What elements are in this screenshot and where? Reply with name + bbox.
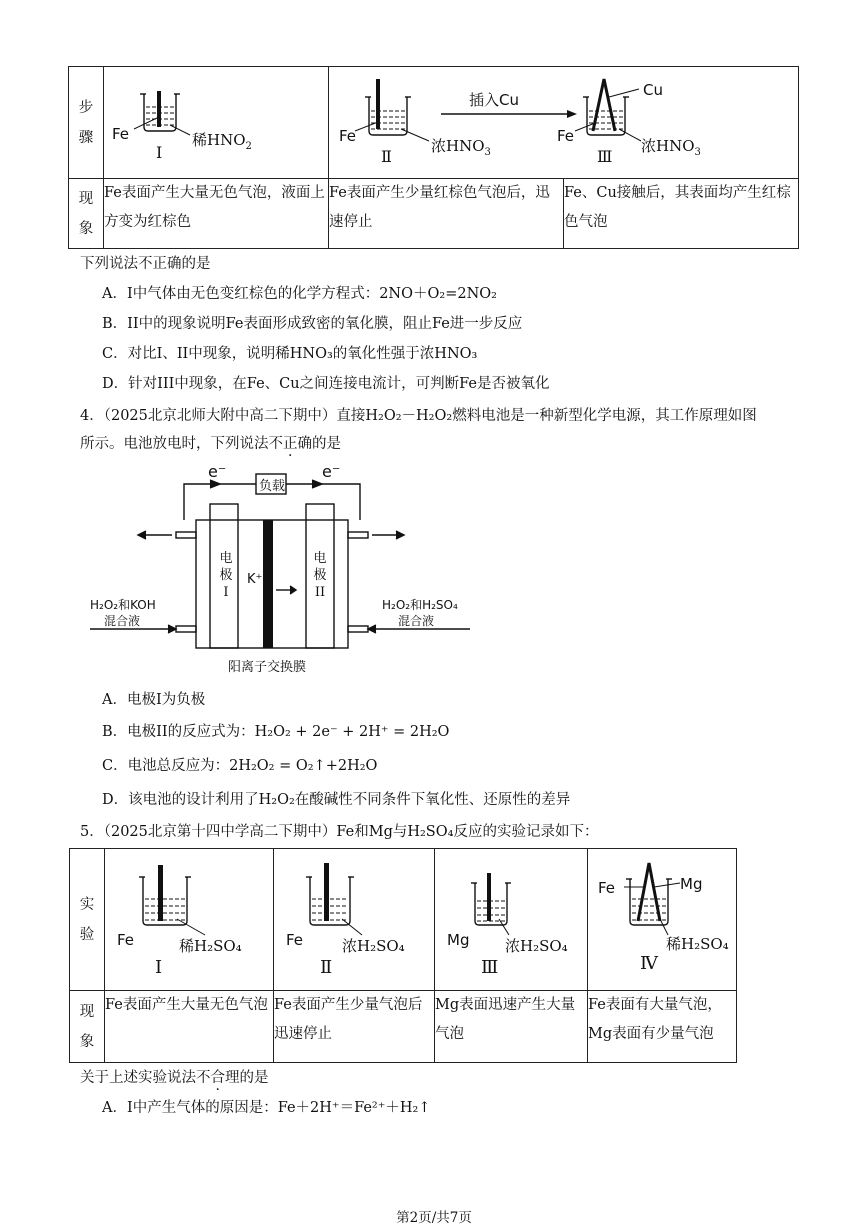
q3-s1-acid: 稀$HNO_2$ (192, 131, 252, 152)
q3-s3-num: Ⅲ (597, 147, 613, 166)
q3-s3-metal2: Cu (643, 81, 663, 99)
q5-e4-acid: 稀H₂SO₄ (666, 935, 729, 953)
q3-arrow-label: 插入Cu (469, 91, 519, 109)
q5-exp3-cell (435, 849, 588, 991)
q5-e3-metal: Mg (447, 931, 470, 949)
q3-step1-cell (104, 67, 329, 179)
q3-prompt: 下列说法不正确的是 (80, 256, 211, 272)
left-feed-label2: 混合液 (104, 614, 141, 628)
q4-stem-line1: 4．（2025北京北师大附中高二下期中）直接H₂O₂－H₂O₂燃料电池是一种新型化学电源，其工作原理如图 (80, 408, 757, 424)
q5-e4-num: Ⅳ (640, 953, 658, 974)
q3-option-b: B．II中的现象说明Fe表面形成致密的氧化膜，阻止Fe进一步反应 (102, 316, 523, 332)
q5-option-a: A．I中产生气体的原因是：Fe＋2H⁺＝Fe²⁺＋H₂↑ (102, 1100, 431, 1116)
beaker-diagram (274, 849, 434, 991)
q5-prompt: 关于上述实验说法不合理的是 (80, 1070, 269, 1086)
q5-table (69, 848, 737, 1063)
q5-obs1: Fe表面产生大量无色气泡 (105, 991, 274, 1063)
q3-obs3: Fe、Cu接触后，其表面均产生红棕色气泡 (564, 179, 799, 249)
q3-s3-acid: 浓$HNO_3$ (641, 137, 701, 158)
q3-s2-num: Ⅱ (381, 147, 392, 166)
q5-e2-acid: 浓H₂SO₄ (342, 937, 405, 955)
q4-option-d: D．该电池的设计利用了H₂O₂在酸碱性不同条件下氧化性、还原性的差异 (102, 792, 571, 808)
q3-obs2: Fe表面产生少量红棕色气泡后，迅速停止 (329, 179, 564, 249)
beaker-diagram (329, 67, 795, 179)
q3-s2-metal: Fe (339, 127, 357, 145)
membrane-label: 阳离子交换膜 (228, 660, 307, 675)
load-label: 负载 (259, 479, 286, 494)
q3-step23-cell (329, 67, 799, 179)
q5-e2-metal: Fe (286, 931, 304, 949)
ion-label: K⁺ (247, 572, 263, 587)
q5-obs3: Mg表面迅速产生大量气泡 (435, 991, 588, 1063)
right-feed-label: H₂O₂和H₂SO₄ (382, 598, 458, 612)
q4-option-c: C．电池总反应为：2H₂O₂ = O₂↑+2H₂O (102, 758, 378, 774)
q4-option-b: B．电极II的反应式为：H₂O₂ + 2e⁻ + 2H⁺ = 2H₂O (102, 724, 450, 740)
beaker-diagram (104, 67, 328, 179)
q5-e2-num: Ⅱ (320, 957, 333, 978)
q3-table (68, 66, 799, 249)
q5-e1-metal: Fe (117, 931, 135, 949)
left-feed-label: H₂O₂和KOH (90, 598, 156, 612)
q5-exp4-cell (588, 849, 737, 991)
q5-e4-metal2: Mg (680, 875, 703, 893)
q3-s1-metal: Fe (112, 125, 130, 143)
beaker-diagram (105, 849, 273, 991)
q3-s1-num: I (156, 143, 163, 162)
q3-option-d: D．针对III中现象，在Fe、Cu之间连接电流计，可判断Fe是否被氧化 (102, 376, 550, 392)
electrode1-label: 电 极 I (219, 551, 233, 600)
beaker-diagram (588, 849, 740, 991)
q3-obs-header: 现 象 (69, 179, 104, 249)
electron-right: e⁻ (322, 462, 341, 481)
q3-s2-acid: 浓$HNO_3$ (431, 137, 491, 158)
q3-option-c: C．对比I、II中现象，说明稀HNO₃的氧化性强于浓HNO₃ (102, 346, 478, 362)
q3-option-a: A．I中气体由无色变红棕色的化学方程式：2NO＋O₂=2NO₂ (102, 286, 497, 302)
q4-option-a: A．电极I为负极 (102, 692, 206, 708)
q4-stem-line2: 所示。电池放电时，下列说法不正确的是 (80, 436, 341, 452)
q5-exp2-cell (274, 849, 435, 991)
q5-e3-num: Ⅲ (481, 957, 499, 978)
electron-left: e⁻ (208, 462, 227, 481)
q5-exp-header: 实 验 (70, 849, 105, 991)
q5-stem: 5．（2025北京第十四中学高二下期中）Fe和Mg与H₂SO₄反应的实验记录如下： (80, 824, 599, 840)
q5-e1-acid: 稀H₂SO₄ (179, 937, 242, 955)
q3-s3-metal: Fe (557, 127, 575, 145)
q5-obs2: Fe表面产生少量气泡后迅速停止 (274, 991, 435, 1063)
q5-obs-header: 现 象 (70, 991, 105, 1063)
electrode2-label: 电 极 II (313, 551, 327, 600)
right-feed-label2: 混合液 (398, 614, 435, 628)
q5-obs4: Fe表面有大量气泡，Mg表面有少量气泡 (588, 991, 737, 1063)
q5-e3-acid: 浓H₂SO₄ (505, 937, 568, 955)
q3-obs1: Fe表面产生大量无色气泡，液面上方变为红棕色 (104, 179, 329, 249)
q3-step-header: 步 骤 (69, 67, 104, 179)
q5-e4-metal: Fe (598, 879, 616, 897)
beaker-diagram (435, 849, 587, 991)
page-footer: 第2页/共7页 (396, 1210, 472, 1226)
q5-e1-num: I (155, 957, 163, 978)
q5-exp1-cell (105, 849, 274, 991)
